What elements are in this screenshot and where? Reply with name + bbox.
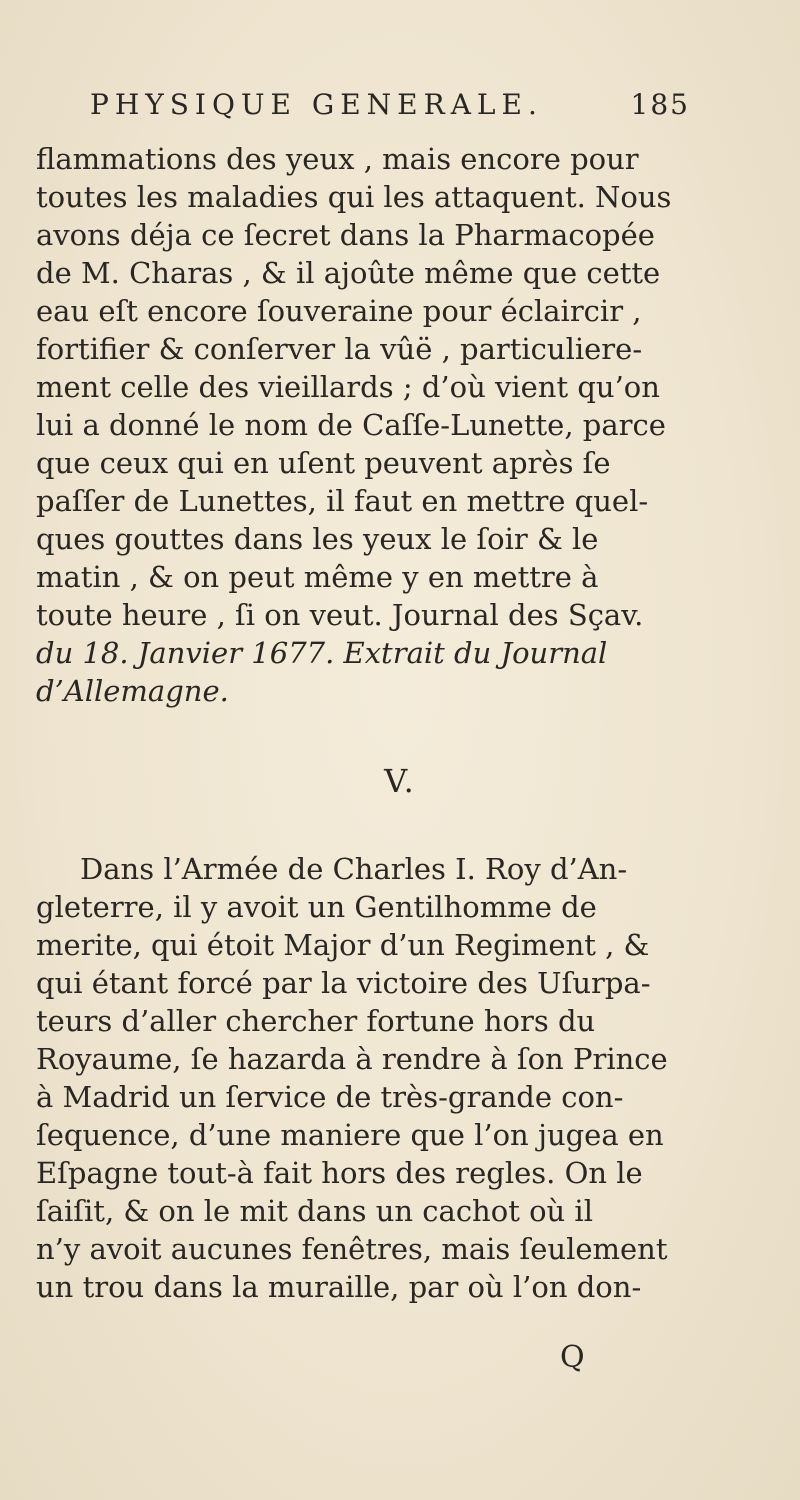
text-line: lui a donné le nom de Caſſe-Lunette, parce: [36, 408, 666, 442]
running-title: PHYSIQUE GENERALE.: [90, 88, 543, 121]
catchword: Q: [560, 1340, 585, 1375]
text-line: ques gouttes dans les yeux le ſoir & le: [36, 522, 599, 556]
text-line: toutes les maladies qui les attaquent. Nous: [36, 180, 672, 214]
text-line: Royaume, ſe hazarda à rendre à ſon Prince: [36, 1042, 668, 1076]
text-line: matin , & on peut même y en mettre à: [36, 560, 599, 594]
text-line: à Madrid un ſervice de très-grande con-: [36, 1080, 624, 1114]
text-line: qui étant forcé par la victoire des Uſurpa-: [36, 966, 651, 1000]
text-line: avons déja ce ſecret dans la Pharmacopée: [36, 218, 655, 252]
text-line: que ceux qui en uſent peuvent après ſe: [36, 446, 611, 480]
page-header: [90, 88, 690, 132]
section-heading: V.: [384, 762, 416, 800]
text-line: ſaiſit, & on le mit dans un cachot où il: [36, 1194, 593, 1228]
text-line: de M. Charas , & il ajoûte même que cette: [36, 256, 661, 290]
text-line: fortifier & conſerver la vûë , particuliere-: [36, 332, 643, 366]
text-line: teurs d’aller chercher fortune hors du: [36, 1004, 596, 1038]
paragraph-section-v: [36, 850, 696, 1310]
paragraph-continued: [36, 140, 696, 740]
text-line: un trou dans la muraille, par où l’on don-: [36, 1270, 642, 1304]
text-line: gleterre, il y avoit un Gentilhomme de: [36, 890, 597, 924]
text-line: eau eſt encore ſouveraine pour éclaircir ,: [36, 294, 642, 328]
text-line: Dans l’Armée de Charles I. Roy d’An-: [80, 852, 628, 886]
text-line: ment celle des vieillards ; d’où vient qu’on: [36, 370, 660, 404]
text-line: Eſpagne tout-à fait hors des regles. On le: [36, 1156, 643, 1190]
citation-line: du 18. Janvier 1677. Extrait du Journal: [36, 636, 608, 670]
text-line: n’y avoit aucunes fenêtres, mais ſeulement: [36, 1232, 668, 1266]
text-line: merite, qui étoit Major d’un Regiment , &: [36, 928, 650, 962]
citation-line: d’Allemagne.: [36, 674, 229, 708]
text-line: toute heure , ſi on veut. Journal des Sçav.: [36, 598, 644, 632]
text-line: paſſer de Lunettes, il faut en mettre quel-: [36, 484, 649, 518]
page-number: 185: [630, 88, 690, 121]
text-line: flammations des yeux , mais encore pour: [36, 142, 639, 176]
text-line: ſequence, d’une maniere que l’on jugea en: [36, 1118, 664, 1152]
